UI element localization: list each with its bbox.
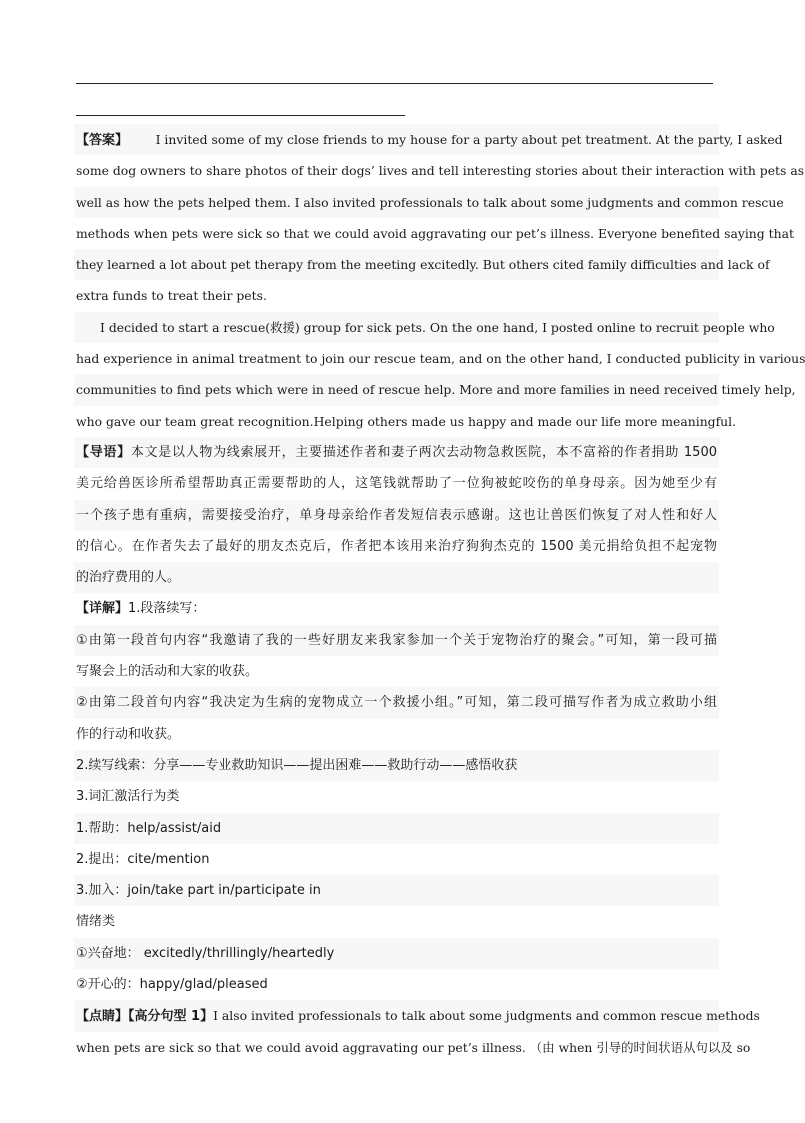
guide-line-5: 的治疗费用的人。 (74, 562, 719, 593)
detail-line-4: ②由第二段首句内容“我决定为生病的宠物成立一个救援小组。”可知，第二段可描写作者为成立救助小组 (74, 687, 719, 718)
detail-line-12: ①兴奋地： excitedly/thrillingly/heartedly (74, 938, 719, 969)
detail-line-13: ②开心的：happy/glad/pleased (74, 969, 719, 1000)
answer-line-6: extra funds to treat their pets. (74, 280, 719, 311)
detail-line-10: 3.加入：join/take part in/participate in (74, 875, 719, 906)
answer-line-3: well as how the pets helped them. I also invited professionals to talk about some judgments and common rescue (74, 187, 719, 218)
answer-label: 【答案】 (76, 133, 129, 148)
answer-p2-line-3: communities to find pets which were in need of rescue help. More and more families in need received timely help, (74, 374, 719, 405)
highlight-label: 【点睛】【高分句型 1】 (76, 1009, 214, 1025)
detail-line-3: 写聚会上的活动和大家的收获。 (74, 656, 719, 687)
answer-line-2: some dog owners to share photos of their dogs’ lives and tell interesting stories about their interaction with pets as (74, 155, 719, 186)
answer-p2-line-2: had experience in animal treatment to join our rescue team, and on the other hand, I conducted publicity in various (74, 343, 719, 374)
guide-line-1: 【导语】本文是以人物为线索展开，主要描述作者和妻子两次去动物急救医院，本不富裕的作者捐助 1500 (74, 437, 719, 468)
detail-line-1: 【详解】1.段落续写： (74, 593, 719, 624)
highlight-line-2: when pets are sick so that we could avoid aggravating our pet’s illness. （由 when 引导的时间状语从句以及 so (74, 1032, 719, 1063)
detail-line-11: 情绪类 (74, 906, 719, 937)
answer-line-1: 【答案】 I invited some of my close friends to my house for a party about pet treatment. At the party, I asked (74, 124, 719, 155)
guide-label: 【导语】 (76, 444, 131, 460)
answer-line-5: they learned a lot about pet therapy from the meeting excitedly. But others cited family difficulties and lack of (74, 249, 719, 280)
answer-line-4: methods when pets were sick so that we could avoid aggravating our pet’s illness. Everyone benefited saying that (74, 218, 719, 249)
answer-p2-line-1: I decided to start a rescue(救援) group for sick pets. On the one hand, I posted online to recruit people who (74, 312, 719, 343)
detail-label: 【详解】 (76, 601, 129, 617)
guide-line-2: 美元给兽医诊所希望帮助真正需要帮助的人，这笔钱就帮助了一位狗被蛇咬伤的单身母亲。因为她至少有 (74, 468, 719, 499)
answer-p2-line-4: who gave our team great recognition.Helping others made us happy and made our life more meaningful. (74, 406, 719, 437)
guide-line-3: 一个孩子患有重病，需要接受治疗，单身母亲给作者发短信表示感谢。这也让兽医们恢复了对人性和好人 (74, 500, 719, 531)
header-rule-short (76, 115, 405, 116)
detail-line-8: 1.帮助：help/assist/aid (74, 813, 719, 844)
document-body (74, 124, 805, 1063)
detail-line-6: 2.续写线索：分享——专业救助知识——提出困难——救助行动——感悟收获 (74, 750, 719, 781)
detail-line-2: ①由第一段首句内容“我邀请了我的一些好朋友来我家参加一个关于宠物治疗的聚会。”可知，第一段可描 (74, 625, 719, 656)
detail-line-7: 3.词汇激活行为类 (74, 781, 719, 812)
guide-line-4: 的信心。在作者失去了最好的朋友杰克后，作者把本该用来治疗狗狗杰克的 1500 美元捐给负担不起宠物 (74, 531, 719, 562)
highlight-line-1: 【点睛】【高分句型 1】I also invited professionals to talk about some judgments and common rescue methods (74, 1000, 719, 1031)
header-rule-long (76, 83, 713, 84)
detail-line-9: 2.提出：cite/mention (74, 844, 719, 875)
detail-line-5: 作的行动和收获。 (74, 719, 719, 750)
